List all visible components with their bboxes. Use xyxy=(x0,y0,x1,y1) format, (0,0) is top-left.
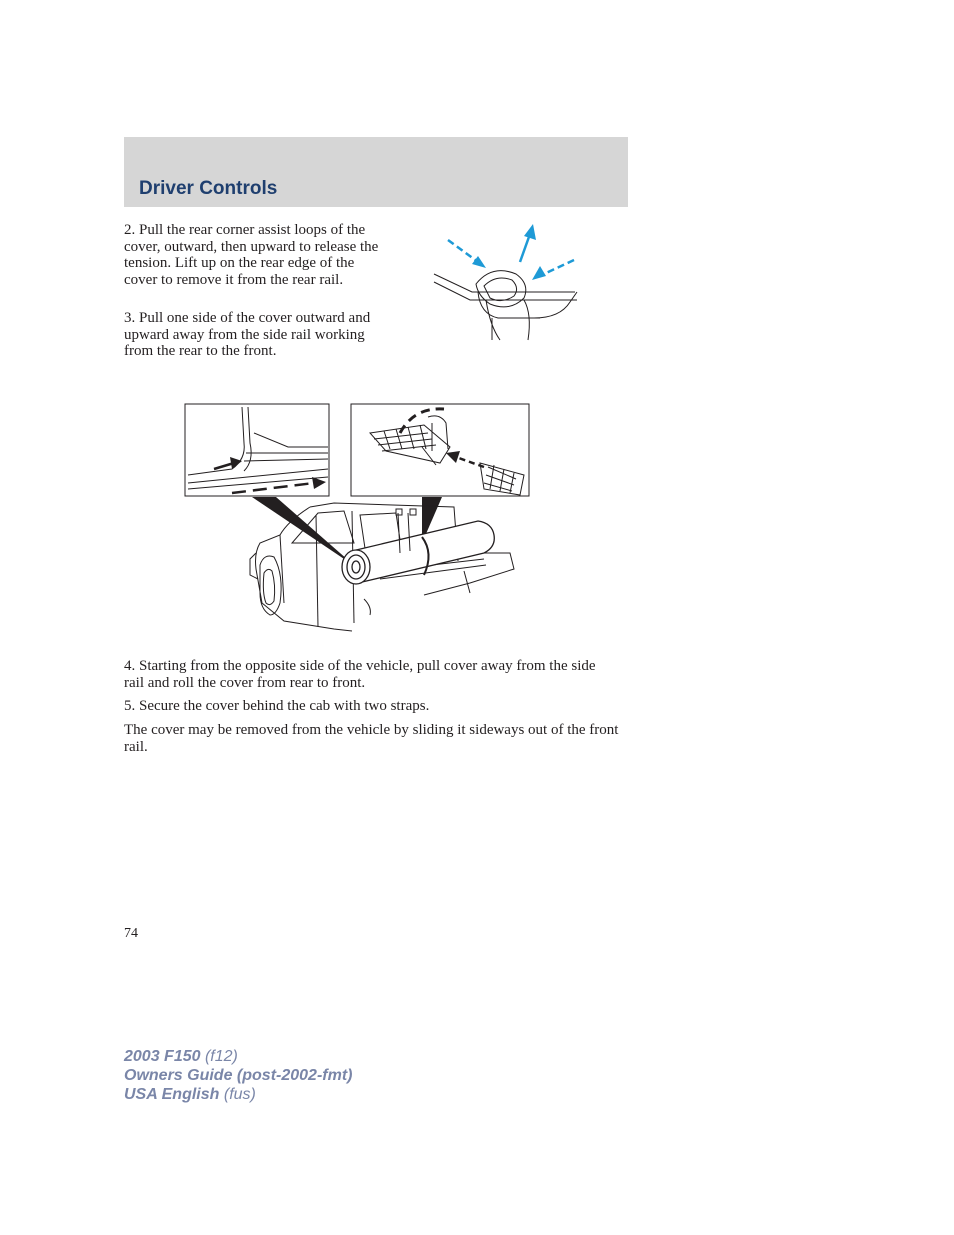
footer-language: USA English xyxy=(124,1086,220,1103)
page-number: 74 xyxy=(124,926,138,941)
footer-model: 2003 F150 xyxy=(124,1048,201,1065)
step-5-text: 5. Secure the cover behind the cab with two straps. xyxy=(124,698,430,714)
step-4-text: 4. Starting from the opposite side of the vehicle, pull cover away from the side rail and roll the cover from rear to front. xyxy=(124,658,596,691)
footer xyxy=(124,1047,352,1104)
section-title: Driver Controls xyxy=(139,178,278,199)
corner-assist-loop-illustration xyxy=(420,222,582,342)
footer-language-code: (fus) xyxy=(223,1086,256,1103)
footer-line-3 xyxy=(124,1085,352,1104)
strap-detail-inset xyxy=(351,404,529,496)
footer-model-code: (f12) xyxy=(204,1048,238,1065)
roll-cover-truck-illustration xyxy=(184,403,532,643)
footer-line-2 xyxy=(124,1066,352,1085)
step-2-text: 2. Pull the rear corner assist loops of the cover, outward, then upward to release the tension. Lift up on the rear edge of the cover to remove it from the rear rail. xyxy=(124,222,379,288)
footer-line-1 xyxy=(124,1047,352,1066)
step-3-text: 3. Pull one side of the cover outward and upward away from the side rail working from the rear to the front. xyxy=(124,310,371,360)
footer-guide: Owners Guide (post-2002-fmt) xyxy=(124,1067,353,1084)
removal-note-text: The cover may be removed from the vehicle by sliding it sideways out of the front rail. xyxy=(124,722,619,755)
rolled-cover xyxy=(342,521,494,584)
side-rail-detail-inset xyxy=(185,404,329,496)
